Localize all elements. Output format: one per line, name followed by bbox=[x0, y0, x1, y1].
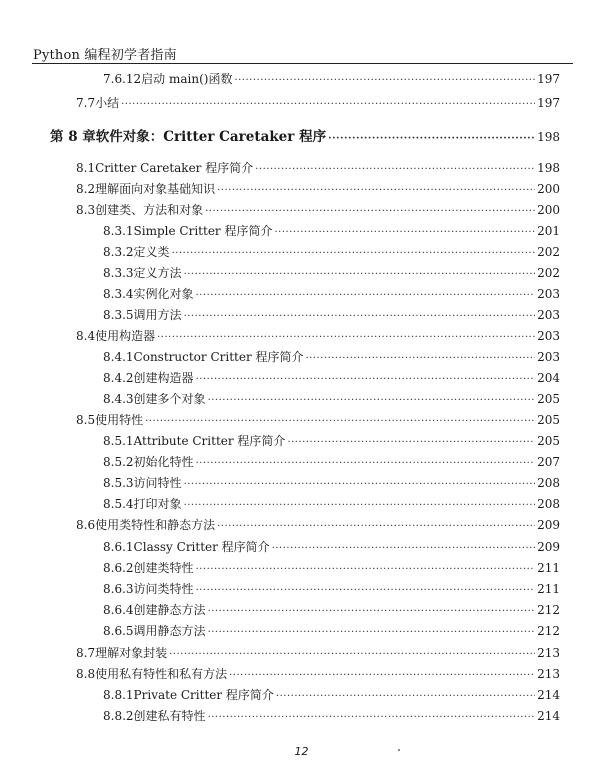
entry-page-number: 198 bbox=[537, 161, 560, 175]
entry-title: 使用私有特性和私有方法 bbox=[95, 667, 228, 681]
entry-title: 实例化对象 bbox=[133, 287, 194, 301]
dot-leader bbox=[208, 712, 536, 723]
toc-subsection-entry bbox=[103, 348, 560, 365]
entry-page-number: 212 bbox=[537, 603, 560, 617]
entry-number: 8.6.4 bbox=[103, 603, 134, 617]
entry-page-number: 203 bbox=[537, 329, 560, 343]
toc-subsection-entry bbox=[103, 390, 560, 407]
entry-title: 访问特性 bbox=[133, 476, 182, 490]
entry-title: 打印对象 bbox=[133, 497, 182, 511]
toc-subsection-entry bbox=[103, 474, 560, 491]
entry-title: 创建类、方法和对象 bbox=[95, 203, 204, 217]
entry-number: 8.3.1 bbox=[103, 224, 134, 238]
scan-speck bbox=[398, 749, 400, 751]
entry-title: Constructor Critter 程序简介 bbox=[133, 350, 304, 364]
entry-number: 8.5.4 bbox=[103, 497, 134, 511]
dot-leader bbox=[274, 227, 535, 238]
page-number: 12 bbox=[294, 745, 309, 758]
dot-leader bbox=[208, 627, 536, 638]
entry-title: 定义方法 bbox=[133, 266, 182, 280]
entry-page-number: 197 bbox=[537, 72, 560, 86]
entry-title: 调用静态方法 bbox=[133, 624, 206, 638]
entry-number: 7.7 bbox=[76, 96, 96, 110]
entry-number: 8.5.3 bbox=[103, 476, 134, 490]
dot-leader bbox=[196, 290, 536, 301]
toc-subsection-entry bbox=[103, 222, 560, 239]
entry-number: 8.1 bbox=[76, 161, 96, 175]
entry-page-number: 213 bbox=[537, 646, 560, 660]
dot-leader bbox=[208, 395, 536, 406]
entry-title: 调用方法 bbox=[133, 308, 182, 322]
toc-section-entry bbox=[76, 665, 560, 682]
toc-subsection-entry bbox=[103, 559, 560, 576]
entry-page-number: 202 bbox=[537, 245, 560, 259]
entry-number: 8.3 bbox=[76, 203, 96, 217]
dot-leader bbox=[287, 437, 535, 448]
entry-page-number: 208 bbox=[537, 497, 560, 511]
entry-page-number: 197 bbox=[537, 96, 560, 110]
entry-title: 定义类 bbox=[133, 245, 170, 259]
entry-page-number: 202 bbox=[537, 266, 560, 280]
toc-subsection-entry bbox=[103, 580, 560, 597]
entry-page-number: 209 bbox=[537, 518, 560, 532]
entry-title: 小结 bbox=[95, 96, 120, 110]
entry-page-number: 201 bbox=[537, 224, 560, 238]
entry-page-number: 213 bbox=[537, 667, 560, 681]
entry-page-number: 214 bbox=[537, 709, 560, 723]
entry-page-number: 209 bbox=[537, 540, 560, 554]
toc-subsection-entry bbox=[103, 707, 560, 724]
toc-subsection-entry bbox=[103, 306, 560, 323]
entry-title: 使用构造器 bbox=[95, 329, 156, 343]
entry-number: 第 8 章 bbox=[50, 129, 96, 145]
dot-leader bbox=[184, 311, 536, 322]
entry-number: 8.3.3 bbox=[103, 266, 134, 280]
entry-page-number: 203 bbox=[537, 350, 560, 364]
entry-page-number: 205 bbox=[537, 392, 560, 406]
entry-title: Attribute Critter 程序简介 bbox=[133, 434, 286, 448]
entry-number: 8.7 bbox=[76, 646, 96, 660]
entry-title: 启动 main()函数 bbox=[141, 72, 233, 86]
dot-leader bbox=[121, 99, 535, 110]
entry-page-number: 211 bbox=[537, 582, 560, 596]
toc-subsection-entry bbox=[103, 538, 560, 555]
dot-leader bbox=[205, 206, 535, 217]
entry-title: Simple Critter 程序简介 bbox=[133, 224, 273, 238]
entry-title: 使用特性 bbox=[95, 413, 144, 427]
toc-section-entry bbox=[76, 327, 560, 344]
entry-page-number: 214 bbox=[537, 688, 560, 702]
toc-section-entry bbox=[76, 201, 560, 218]
entry-title: Critter Caretaker 程序简介 bbox=[95, 161, 254, 175]
toc-chapter-entry bbox=[50, 125, 560, 145]
entry-title: Classy Critter 程序简介 bbox=[133, 540, 270, 554]
entry-page-number: 204 bbox=[537, 371, 560, 385]
dot-leader bbox=[196, 374, 536, 385]
dot-leader bbox=[306, 353, 536, 364]
entry-number: 8.3.2 bbox=[103, 245, 134, 259]
dot-leader bbox=[196, 585, 536, 596]
entry-number: 8.6 bbox=[76, 518, 96, 532]
entry-title: 创建私有特性 bbox=[133, 709, 206, 723]
dot-leader bbox=[184, 269, 536, 280]
entry-title: 创建多个对象 bbox=[133, 392, 206, 406]
entry-title: Private Critter 程序简介 bbox=[133, 688, 274, 702]
entry-number: 8.4.1 bbox=[103, 350, 134, 364]
toc-subsection-entry bbox=[103, 432, 560, 449]
entry-number: 8.3.4 bbox=[103, 287, 134, 301]
toc-subsection-entry bbox=[103, 601, 560, 618]
toc-section-entry bbox=[76, 159, 560, 176]
entry-title: 软件对象：Critter Caretaker 程序 bbox=[95, 129, 327, 145]
entry-page-number: 211 bbox=[537, 561, 560, 575]
entry-title: 创建构造器 bbox=[133, 371, 194, 385]
toc-section-entry bbox=[76, 180, 560, 197]
entry-page-number: 205 bbox=[537, 434, 560, 448]
entry-page-number: 212 bbox=[537, 624, 560, 638]
entry-title: 初始化特性 bbox=[133, 455, 194, 469]
entry-number: 8.4.2 bbox=[103, 371, 134, 385]
running-header: Python 编程初学者指南 bbox=[33, 48, 177, 63]
dot-leader bbox=[328, 133, 535, 144]
dot-leader bbox=[229, 670, 535, 681]
toc-subsection-entry bbox=[103, 264, 560, 281]
entry-number: 8.4.3 bbox=[103, 392, 134, 406]
entry-title: 创建类特性 bbox=[133, 561, 194, 575]
dot-leader bbox=[272, 543, 535, 554]
entry-number: 8.6.2 bbox=[103, 561, 134, 575]
entry-page-number: 198 bbox=[537, 130, 560, 144]
dot-leader bbox=[184, 500, 536, 511]
entry-title: 创建静态方法 bbox=[133, 603, 206, 617]
dot-leader bbox=[196, 564, 536, 575]
entry-title: 理解面向对象基础知识 bbox=[95, 182, 216, 196]
entry-page-number: 203 bbox=[537, 287, 560, 301]
dot-leader bbox=[157, 332, 535, 343]
entry-title: 访问类特性 bbox=[133, 582, 194, 596]
entry-number: 8.5.1 bbox=[103, 434, 134, 448]
dot-leader bbox=[145, 416, 535, 427]
toc-subsection-entry bbox=[103, 243, 560, 260]
entry-number: 7.6.12 bbox=[103, 72, 142, 86]
toc-subsection-entry bbox=[103, 369, 560, 386]
entry-number: 8.8 bbox=[76, 667, 96, 681]
entry-number: 8.4 bbox=[76, 329, 96, 343]
entry-number: 8.2 bbox=[76, 182, 96, 196]
entry-number: 8.6.5 bbox=[103, 624, 134, 638]
entry-number: 8.5.2 bbox=[103, 455, 134, 469]
entry-number: 8.6.3 bbox=[103, 582, 134, 596]
dot-leader bbox=[172, 248, 536, 259]
toc-subsection-entry bbox=[103, 70, 560, 87]
entry-page-number: 200 bbox=[537, 182, 560, 196]
toc-subsection-entry bbox=[103, 495, 560, 512]
entry-number: 8.8.1 bbox=[103, 688, 134, 702]
dot-leader bbox=[196, 458, 536, 469]
toc-section-entry bbox=[76, 644, 560, 661]
dot-leader bbox=[169, 649, 535, 660]
toc-section-entry bbox=[76, 411, 560, 428]
toc-subsection-entry bbox=[103, 686, 560, 703]
entry-page-number: 203 bbox=[537, 308, 560, 322]
dot-leader bbox=[208, 606, 536, 617]
entry-page-number: 205 bbox=[537, 413, 560, 427]
toc-subsection-entry bbox=[103, 285, 560, 302]
dot-leader bbox=[234, 75, 535, 86]
entry-page-number: 208 bbox=[537, 476, 560, 490]
dot-leader bbox=[276, 691, 535, 702]
dot-leader bbox=[184, 479, 536, 490]
dot-leader bbox=[255, 164, 535, 175]
entry-title: 理解对象封装 bbox=[95, 646, 168, 660]
entry-number: 8.3.5 bbox=[103, 308, 134, 322]
entry-number: 8.8.2 bbox=[103, 709, 134, 723]
toc-section-entry bbox=[76, 94, 560, 111]
entry-number: 8.5 bbox=[76, 413, 96, 427]
entry-title: 使用类特性和静态方法 bbox=[95, 518, 216, 532]
toc-subsection-entry bbox=[103, 453, 560, 470]
entry-page-number: 207 bbox=[537, 455, 560, 469]
entry-page-number: 200 bbox=[537, 203, 560, 217]
toc-section-entry bbox=[76, 516, 560, 533]
dot-leader bbox=[217, 521, 535, 532]
toc-subsection-entry bbox=[103, 622, 560, 639]
dot-leader bbox=[217, 185, 535, 196]
entry-number: 8.6.1 bbox=[103, 540, 134, 554]
